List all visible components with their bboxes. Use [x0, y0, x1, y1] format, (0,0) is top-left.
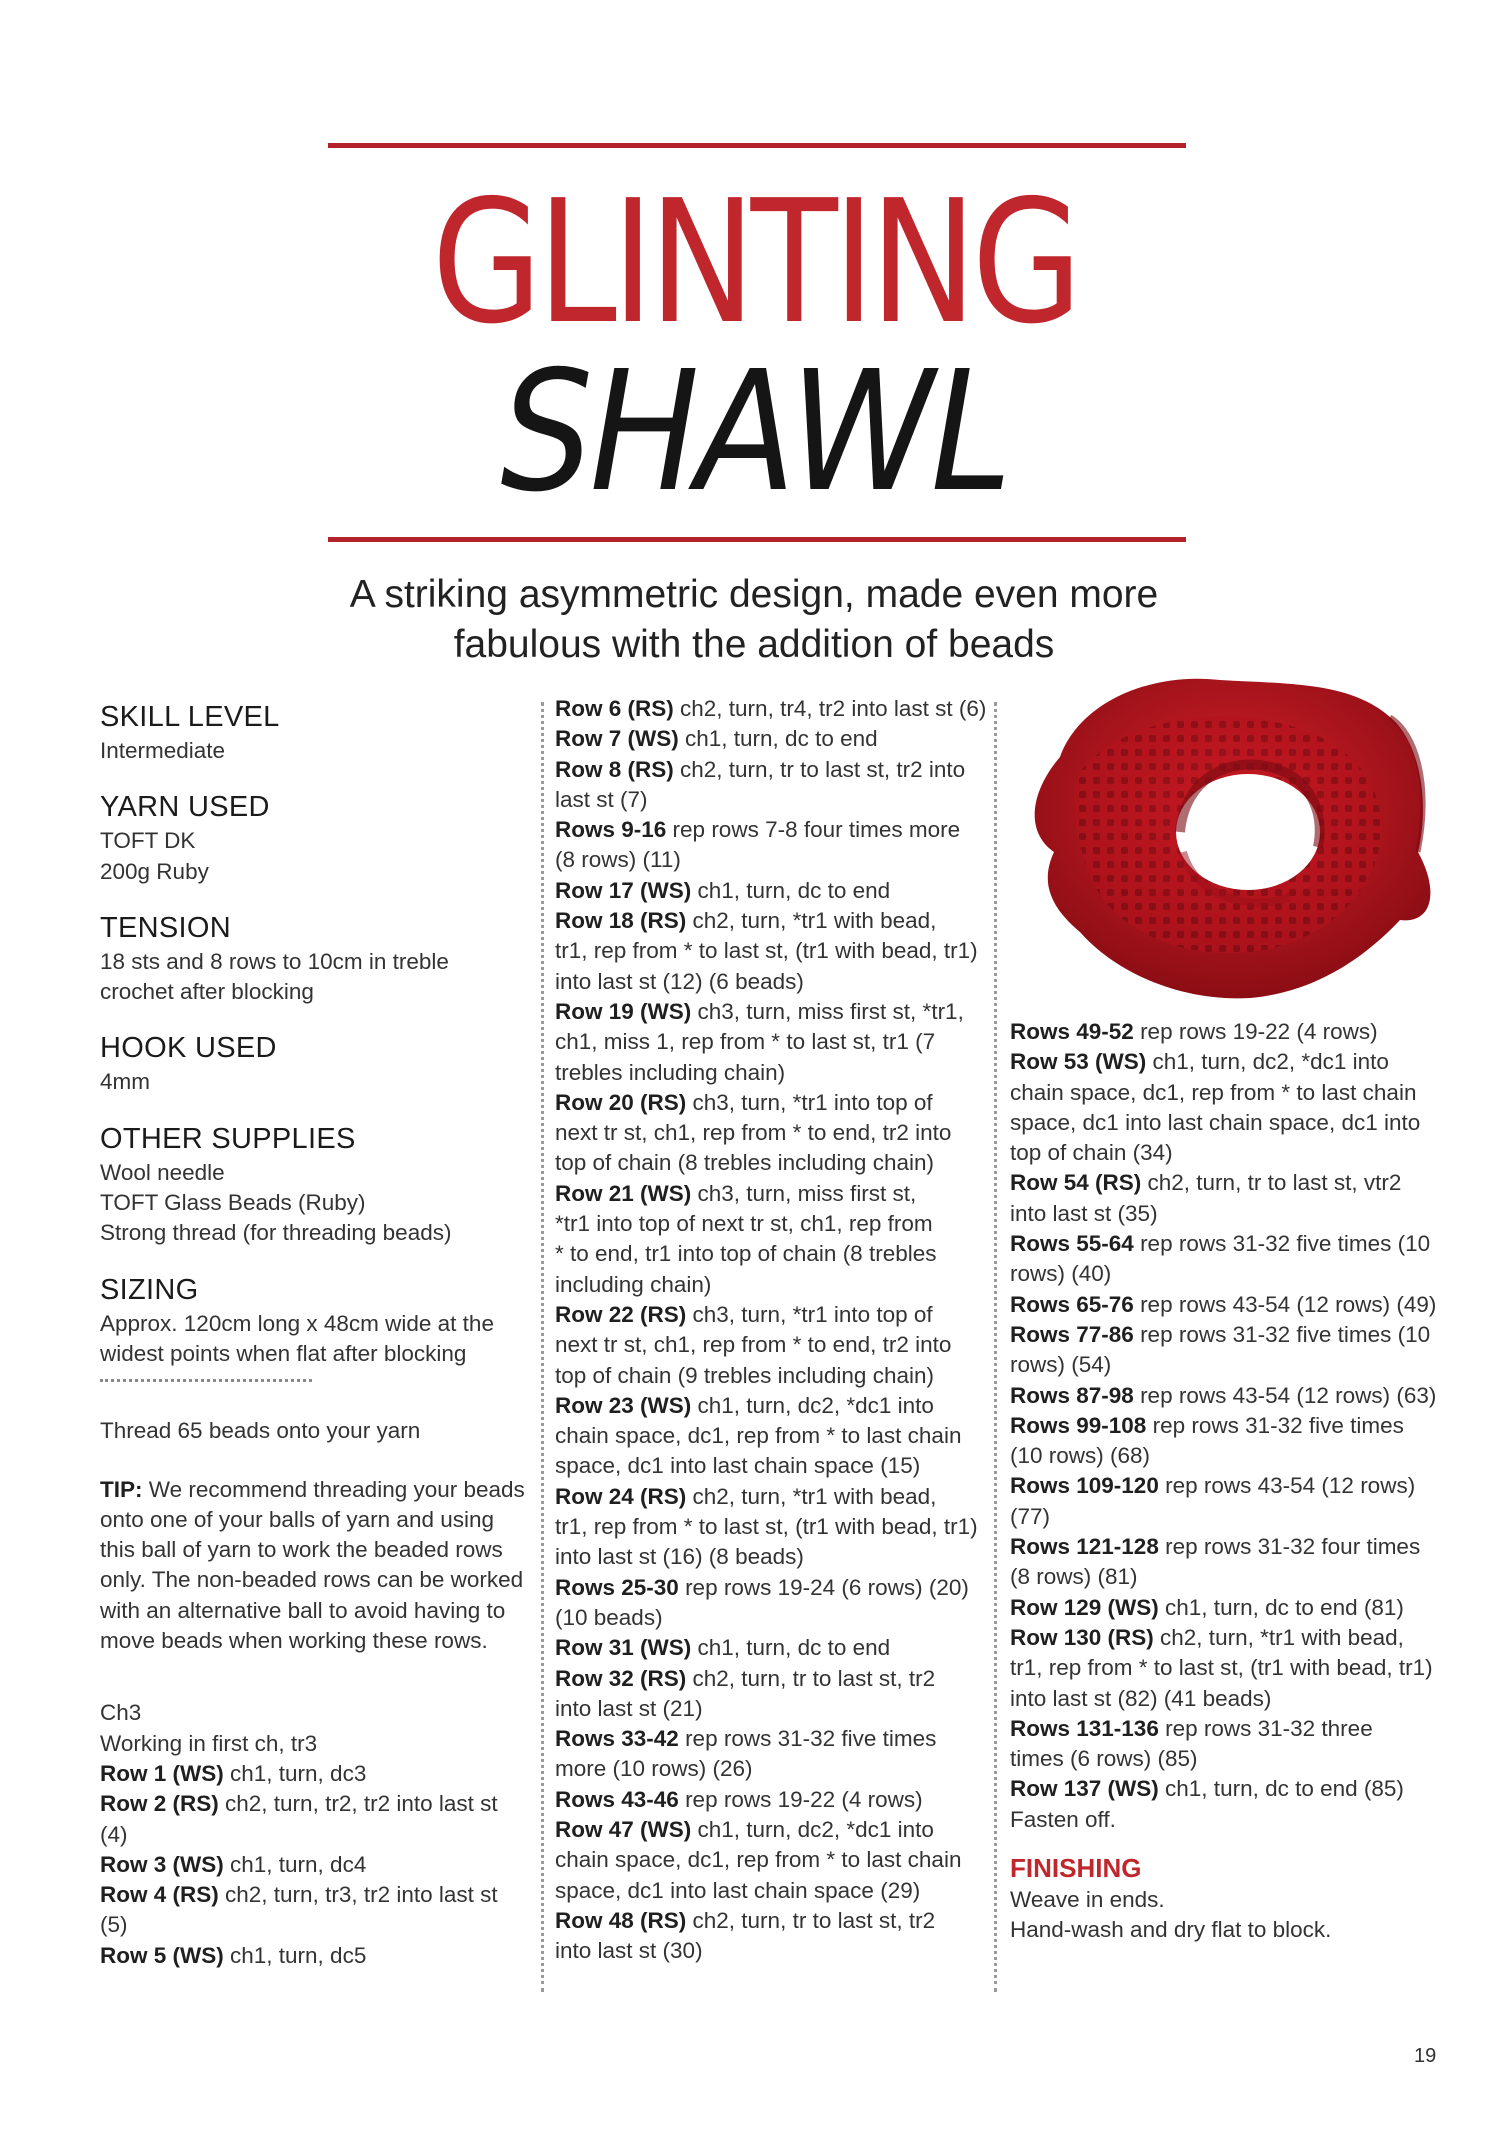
row-line	[555, 1876, 995, 1906]
yarn-used-section	[100, 790, 530, 887]
section-line: Wool needle	[100, 1159, 225, 1185]
row-label: Row 129 (WS)	[1010, 1594, 1159, 1620]
row-line	[1010, 1138, 1440, 1168]
row-line	[1010, 1199, 1440, 1229]
row-line	[1010, 1471, 1440, 1501]
row-line	[555, 1694, 995, 1724]
section-line: Intermediate	[100, 738, 226, 763]
row-label: Row 19 (WS)	[555, 998, 692, 1024]
row-text: top of chain (8 trebles including chain)	[555, 1150, 934, 1176]
row-text: tr1, rep from * to last st, (tr1 with bead, tr1)	[1010, 1655, 1433, 1681]
row-text: into last st (16) (8 beads)	[555, 1544, 804, 1570]
pattern-row	[555, 1573, 995, 1634]
row-line	[555, 1391, 995, 1421]
bottom-rule	[328, 537, 1186, 542]
row-text: ch1, turn, dc to end	[691, 877, 891, 903]
row-label: Row 7 (WS)	[555, 726, 679, 752]
start-line: Working in first ch, tr3	[100, 1730, 318, 1756]
row-text: more (10 rows) (26)	[555, 1756, 753, 1782]
row-text: (4)	[100, 1821, 128, 1847]
pattern-row	[100, 1941, 530, 1971]
row-text: ch1, turn, dc2, *dc1 into	[691, 1816, 934, 1842]
pattern-row	[1010, 1047, 1440, 1168]
pattern-row	[555, 1633, 995, 1663]
row-line	[555, 694, 995, 724]
row-text: ch2, turn, tr to last st, vtr2	[1141, 1170, 1402, 1196]
pattern-row	[555, 1664, 995, 1725]
standfirst	[254, 570, 1254, 670]
row-label: Row 3 (WS)	[100, 1851, 224, 1877]
row-text: Fasten off.	[1010, 1806, 1116, 1832]
row-line	[1010, 1744, 1440, 1774]
finishing-heading: FINISHING	[1010, 1853, 1142, 1884]
row-line	[555, 1754, 995, 1784]
row-line	[100, 1941, 530, 1971]
row-line	[1010, 1562, 1440, 1592]
row-line	[555, 1512, 995, 1542]
pattern-row	[1010, 1290, 1440, 1320]
row-text: space, dc1 into last chain space (15)	[555, 1453, 921, 1479]
row-text: ch1, turn, dc3	[223, 1760, 367, 1786]
row-line	[555, 997, 995, 1027]
row-text: next tr st, ch1, rep from * to end, tr2 into	[555, 1332, 952, 1358]
row-text: (10 beads)	[555, 1604, 663, 1630]
standfirst-line: fabulous with the addition of beads	[453, 623, 1055, 666]
start-line: Ch3	[100, 1700, 142, 1726]
row-text: ch3, turn, miss first st, *tr1,	[691, 998, 964, 1024]
row-text: including chain)	[555, 1271, 712, 1297]
row-line	[1010, 1320, 1440, 1350]
row-label: Rows 131-136	[1010, 1715, 1159, 1741]
row-line	[555, 1815, 995, 1845]
title-glinting: GLINTING	[431, 164, 1078, 362]
pattern-row	[1010, 1229, 1440, 1290]
pattern-row	[1010, 1593, 1440, 1623]
pattern-row	[555, 815, 995, 876]
dotted-divider	[100, 1379, 312, 1382]
section-heading: YARN USED	[100, 791, 270, 824]
row-line	[1010, 1593, 1440, 1623]
row-label: Rows 33-42	[555, 1726, 679, 1752]
pattern-row	[1010, 1805, 1440, 1835]
row-text: rep rows 31-32 three	[1158, 1715, 1373, 1741]
row-line	[555, 1451, 995, 1481]
row-line	[100, 1820, 530, 1850]
page-number: 19	[1414, 2045, 1437, 2067]
row-text: ch1, turn, dc to end (85)	[1158, 1776, 1404, 1802]
row-label: Rows 9-16	[555, 817, 667, 843]
row-label: Row 24 (RS)	[555, 1483, 687, 1509]
section-line: TOFT DK	[100, 828, 196, 854]
row-label: Rows 121-128	[1010, 1534, 1159, 1560]
skill-level-section	[100, 700, 530, 766]
row-text: rows) (54)	[1010, 1352, 1112, 1378]
row-text: ch3, turn, *tr1 into top of	[686, 1301, 933, 1327]
row-label: Row 5 (WS)	[100, 1942, 224, 1968]
row-text: rep rows 43-54 (12 rows) (49)	[1133, 1291, 1437, 1317]
row-text: rep rows 43-54 (12 rows)	[1158, 1473, 1416, 1499]
row-text: chain space, dc1, rep from * to last chain	[555, 1847, 962, 1873]
section-heading: HOOK USED	[100, 1032, 277, 1065]
pattern-row	[555, 1906, 995, 1967]
row-line	[555, 1239, 995, 1269]
title-shawl: SHAWL	[500, 336, 1009, 529]
row-line	[1010, 1684, 1440, 1714]
row-label: Row 8 (RS)	[555, 756, 674, 782]
row-text: ch2, turn, tr to last st, tr2 into	[673, 756, 966, 782]
row-text: trebles including chain)	[555, 1059, 786, 1085]
row-line	[555, 1633, 995, 1663]
row-text: ch1, turn, dc5	[223, 1942, 367, 1968]
row-text: tr1, rep from * to last st, (tr1 with bead, tr1)	[555, 1514, 978, 1540]
row-line	[555, 785, 995, 815]
finishing-line: Weave in ends.	[1010, 1887, 1165, 1913]
row-text: ch1, turn, dc to end	[691, 1635, 891, 1661]
pattern-rows-col1	[100, 1759, 530, 1971]
row-label: Rows 87-98	[1010, 1382, 1134, 1408]
pattern-row	[555, 1300, 995, 1391]
pattern-row	[555, 1724, 995, 1785]
tip-text: We recommend threading your beads	[142, 1476, 525, 1502]
row-text: ch3, turn, *tr1 into top of	[686, 1089, 933, 1115]
row-line	[555, 1148, 995, 1178]
row-text: rep rows 19-22 (4 rows)	[1133, 1019, 1378, 1044]
row-text: last st (7)	[555, 786, 648, 812]
row-text: space, dc1 into last chain space (29)	[555, 1877, 921, 1903]
row-line	[555, 1058, 995, 1088]
row-text: ch1, turn, dc2, *dc1 into	[691, 1392, 934, 1418]
row-line	[1010, 1411, 1440, 1441]
section-line: TOFT Glass Beads (Ruby)	[100, 1190, 366, 1216]
section-line: widest points when flat after blocking	[100, 1340, 467, 1366]
pattern-rows-col2	[555, 694, 995, 1966]
row-line	[555, 1603, 995, 1633]
section-line: crochet after blocking	[100, 979, 314, 1005]
sizing-section	[100, 1273, 530, 1370]
row-label: Row 4 (RS)	[100, 1882, 219, 1908]
tip-line: move beads when working these rows.	[100, 1628, 488, 1654]
pattern-row	[1010, 1532, 1440, 1593]
row-text: rep rows 7-8 four times more	[666, 817, 961, 843]
row-line	[555, 1664, 995, 1694]
row-text: top of chain (9 trebles including chain)	[555, 1362, 934, 1388]
row-line	[100, 1910, 530, 1940]
row-line	[555, 1845, 995, 1875]
row-line	[1010, 1078, 1440, 1108]
pattern-row	[1010, 1774, 1440, 1804]
pattern-column-3	[1010, 1017, 1440, 1946]
row-text: ch1, turn, dc2, *dc1 into	[1146, 1049, 1389, 1075]
row-label: Row 53 (WS)	[1010, 1049, 1147, 1075]
pattern-row	[100, 1789, 530, 1850]
row-text: rep rows 31-32 five times (10	[1133, 1321, 1431, 1347]
standfirst-line: A striking asymmetric design, made even more	[349, 573, 1159, 616]
row-line	[555, 1330, 995, 1360]
tip-line	[100, 1475, 530, 1505]
row-line	[100, 1880, 530, 1910]
pattern-row	[555, 1785, 995, 1815]
row-label: Row 54 (RS)	[1010, 1170, 1142, 1196]
row-label: Row 21 (WS)	[555, 1180, 692, 1206]
row-label: Row 137 (WS)	[1010, 1776, 1159, 1802]
row-line	[555, 1361, 995, 1391]
row-text: into last st (35)	[1010, 1200, 1158, 1226]
row-text: into last st (82) (41 beads)	[1010, 1685, 1272, 1711]
row-text: rows) (40)	[1010, 1261, 1112, 1287]
row-text: (5)	[100, 1912, 128, 1938]
row-text: next tr st, ch1, rep from * to end, tr2 into	[555, 1120, 952, 1146]
pattern-row	[100, 1759, 530, 1789]
row-line	[555, 1573, 995, 1603]
tip-line: onto one of your balls of yarn and using	[100, 1506, 495, 1532]
row-line	[555, 1179, 995, 1209]
row-line	[555, 906, 995, 936]
pattern-row	[555, 1482, 995, 1573]
row-label: Row 2 (RS)	[100, 1791, 219, 1817]
row-text: (8 rows) (11)	[555, 847, 681, 873]
pattern-row	[100, 1880, 530, 1941]
row-text: (77)	[1010, 1503, 1051, 1529]
row-text: rep rows 31-32 five times	[678, 1726, 937, 1752]
row-line	[555, 1542, 995, 1572]
row-text: ch2, turn, *tr1 with bead,	[686, 1483, 937, 1509]
row-line	[555, 1906, 995, 1936]
row-text: rep rows 43-54 (12 rows) (63)	[1133, 1382, 1437, 1408]
row-text: (10 rows) (68)	[1010, 1443, 1151, 1469]
row-text: top of chain (34)	[1010, 1140, 1173, 1166]
pattern-row	[1010, 1471, 1440, 1532]
tension-section	[100, 911, 530, 1008]
pattern-row	[555, 906, 995, 997]
row-line	[1010, 1168, 1440, 1198]
section-heading: OTHER SUPPLIES	[100, 1122, 356, 1155]
row-text: *tr1 into top of next tr st, ch1, rep from	[555, 1211, 933, 1237]
row-label: Row 20 (RS)	[555, 1089, 687, 1115]
row-line	[1010, 1623, 1440, 1653]
row-line	[1010, 1441, 1440, 1471]
pattern-row	[555, 1815, 995, 1906]
row-text: into last st (12) (6 beads)	[555, 968, 804, 994]
pattern-row	[555, 724, 995, 754]
row-text: chain space, dc1, rep from * to last chain	[555, 1423, 962, 1449]
row-text: * to end, tr1 into top of chain (8 trebles	[555, 1241, 937, 1267]
row-text: space, dc1 into last chain space, dc1 into	[1010, 1109, 1421, 1135]
row-label: Rows 77-86	[1010, 1321, 1134, 1347]
row-line	[1010, 1108, 1440, 1138]
tip-box	[100, 1475, 530, 1657]
row-line	[555, 967, 995, 997]
row-line	[1010, 1229, 1440, 1259]
row-text: ch2, turn, tr4, tr2 into last st (6)	[673, 696, 987, 721]
row-line	[100, 1850, 530, 1880]
row-text: rep rows 31-32 five times	[1146, 1412, 1404, 1438]
row-line	[100, 1789, 530, 1819]
row-line	[555, 1118, 995, 1148]
row-line	[1010, 1805, 1440, 1835]
other-supplies-section	[100, 1122, 530, 1249]
pattern-row	[1010, 1017, 1440, 1047]
row-line	[1010, 1259, 1440, 1289]
row-line	[555, 755, 995, 785]
row-line	[100, 1759, 530, 1789]
row-line	[1010, 1017, 1440, 1047]
row-text: ch2, turn, tr2, tr2 into last st	[218, 1791, 498, 1817]
row-line	[555, 815, 995, 845]
row-line	[1010, 1774, 1440, 1804]
row-label: Row 31 (WS)	[555, 1635, 692, 1661]
section-heading: SIZING	[100, 1273, 199, 1306]
pattern-row	[555, 1088, 995, 1179]
pattern-row	[1010, 1714, 1440, 1775]
row-label: Rows 109-120	[1010, 1473, 1159, 1499]
pattern-row	[1010, 1623, 1440, 1714]
row-line	[1010, 1532, 1440, 1562]
row-label: Row 6 (RS)	[555, 696, 674, 721]
row-text: rep rows 31-32 four times	[1158, 1534, 1421, 1560]
pattern-row	[555, 755, 995, 816]
row-label: Row 17 (WS)	[555, 877, 692, 903]
tip-line: this ball of yarn to work the beaded rows	[100, 1537, 503, 1563]
row-text: ch2, turn, *tr1 with bead,	[1153, 1624, 1404, 1650]
row-text: into last st (21)	[555, 1695, 703, 1721]
row-line	[1010, 1714, 1440, 1744]
row-label: Row 1 (WS)	[100, 1760, 224, 1786]
row-line	[1010, 1381, 1440, 1411]
row-text: ch3, turn, miss first st,	[691, 1180, 917, 1206]
row-line	[1010, 1502, 1440, 1532]
row-text: times (6 rows) (85)	[1010, 1746, 1198, 1772]
column-divider	[994, 702, 997, 1992]
row-line	[555, 1088, 995, 1118]
row-label: Row 32 (RS)	[555, 1665, 687, 1691]
row-line	[1010, 1350, 1440, 1380]
row-line	[1010, 1653, 1440, 1683]
tip-line: only. The non-beaded rows can be worked	[100, 1567, 524, 1593]
row-label: Rows 49-52	[1010, 1019, 1134, 1044]
top-rule	[328, 143, 1186, 148]
thread-note: Thread 65 beads onto your yarn	[100, 1418, 421, 1444]
start-instructions	[100, 1698, 530, 1759]
row-label: Rows 25-30	[555, 1574, 679, 1600]
row-line	[1010, 1047, 1440, 1077]
pattern-rows-col3	[1010, 1017, 1440, 1835]
row-label: Rows 55-64	[1010, 1231, 1134, 1257]
specs-column	[100, 700, 530, 1971]
row-line	[555, 936, 995, 966]
pattern-row	[1010, 1411, 1440, 1472]
row-line	[555, 876, 995, 906]
row-text: ch1, turn, dc to end (81)	[1158, 1594, 1404, 1620]
row-line	[555, 845, 995, 875]
row-line	[555, 1724, 995, 1754]
row-text: chain space, dc1, rep from * to last chain	[1010, 1079, 1417, 1105]
tip-line: with an alternative ball to avoid having to	[100, 1597, 506, 1623]
row-text: ch1, turn, dc4	[223, 1851, 367, 1877]
row-line	[555, 1027, 995, 1057]
row-label: Rows 65-76	[1010, 1291, 1134, 1317]
row-text: ch1, miss 1, rep from * to last st, tr1 (7	[555, 1029, 936, 1055]
row-label: Row 23 (WS)	[555, 1392, 692, 1418]
row-text: into last st (30)	[555, 1938, 703, 1964]
row-line	[555, 1936, 995, 1966]
row-text: ch2, turn, tr3, tr2 into last st	[218, 1882, 498, 1908]
pattern-row	[1010, 1168, 1440, 1229]
row-text: tr1, rep from * to last st, (tr1 with bead, tr1)	[555, 938, 978, 964]
row-text: rep rows 31-32 five times (10	[1133, 1231, 1431, 1257]
row-line	[1010, 1290, 1440, 1320]
section-line: 200g Ruby	[100, 858, 209, 884]
row-text: ch2, turn, tr to last st, tr2	[686, 1665, 936, 1691]
row-line	[555, 724, 995, 754]
section-line: Strong thread (for threading beads)	[100, 1220, 452, 1246]
pattern-row	[100, 1850, 530, 1880]
row-text: rep rows 19-24 (6 rows) (20)	[678, 1574, 969, 1600]
section-line: 4mm	[100, 1069, 150, 1095]
finishing-line: Hand-wash and dry flat to block.	[1010, 1917, 1332, 1943]
pattern-row	[555, 1391, 995, 1482]
column-divider	[541, 702, 544, 1992]
row-label: Row 48 (RS)	[555, 1907, 687, 1933]
pattern-row	[1010, 1320, 1440, 1381]
pattern-row	[555, 876, 995, 906]
row-line	[555, 1482, 995, 1512]
row-text: ch2, turn, tr to last st, tr2	[686, 1907, 936, 1933]
row-label: Row 18 (RS)	[555, 908, 687, 934]
section-line: Approx. 120cm long x 48cm wide at the	[100, 1310, 494, 1336]
pattern-row	[555, 694, 995, 724]
section-line: 18 sts and 8 rows to 10cm in treble	[100, 948, 449, 974]
row-text: ch1, turn, dc to end	[678, 726, 878, 752]
shawl-photo	[1020, 662, 1440, 1004]
row-label: Row 47 (WS)	[555, 1816, 692, 1842]
pattern-row	[555, 997, 995, 1088]
section-heading: SKILL LEVEL	[100, 701, 280, 733]
hook-used-section	[100, 1031, 530, 1097]
row-line	[555, 1300, 995, 1330]
tip-label: TIP:	[100, 1476, 143, 1502]
pattern-row	[555, 1179, 995, 1300]
row-label: Row 130 (RS)	[1010, 1624, 1154, 1650]
row-label: Rows 43-46	[555, 1786, 679, 1812]
section-heading: TENSION	[100, 911, 231, 944]
row-text: rep rows 19-22 (4 rows)	[678, 1786, 923, 1812]
row-line	[555, 1270, 995, 1300]
row-text: (8 rows) (81)	[1010, 1564, 1138, 1590]
row-text: ch2, turn, *tr1 with bead,	[686, 908, 937, 934]
pattern-row	[1010, 1381, 1440, 1411]
row-line	[555, 1209, 995, 1239]
row-line	[555, 1785, 995, 1815]
row-label: Row 22 (RS)	[555, 1301, 687, 1327]
row-line	[555, 1421, 995, 1451]
row-label: Rows 99-108	[1010, 1412, 1147, 1438]
